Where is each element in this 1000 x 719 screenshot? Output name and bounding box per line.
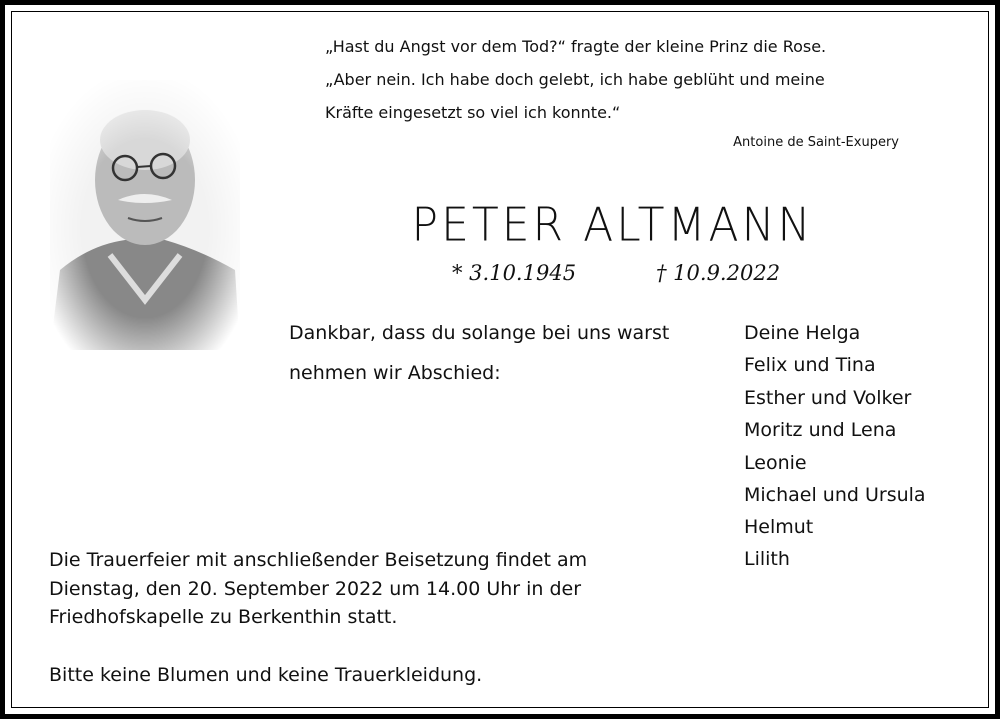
quote-author: Antoine de Saint-Exupery (733, 135, 899, 150)
mourner: Esther und Volker (744, 387, 912, 409)
quote-line: „Hast du Angst vor dem Tod?“ fragte der kleine Prinz die Rose. (325, 37, 827, 56)
service-line: Friedhofskapelle zu Berkenthin statt. (49, 606, 398, 628)
note: Bitte keine Blumen und keine Trauerkleidung. (49, 664, 483, 686)
birth-date: * 3.10.1945 (452, 261, 577, 285)
mourner: Felix und Tina (744, 354, 876, 376)
quote-line: „Aber nein. Ich habe doch gelebt, ich habe geblüht und meine (325, 70, 825, 89)
mourner: Michael und Ursula (744, 484, 926, 506)
quote-line: Kräfte eingesetzt so viel ich konnte.“ (325, 103, 621, 122)
mourner: Lilith (744, 548, 790, 570)
mourner: Leonie (744, 452, 807, 474)
death-date: † 10.9.2022 (656, 261, 781, 285)
service-line: Die Trauerfeier mit anschließender Beisetzung findet am (49, 549, 588, 571)
message-line: nehmen wir Abschied: (289, 362, 501, 384)
message-line: Dankbar, dass du solange bei uns warst (289, 322, 670, 344)
mourner: Deine Helga (744, 322, 861, 344)
mourner: Moritz und Lena (744, 419, 897, 441)
mourner: Helmut (744, 516, 814, 538)
deceased-name: PETER ALTMANN (411, 198, 814, 253)
service-line: Dienstag, den 20. September 2022 um 14.00 Uhr in der (49, 578, 582, 600)
